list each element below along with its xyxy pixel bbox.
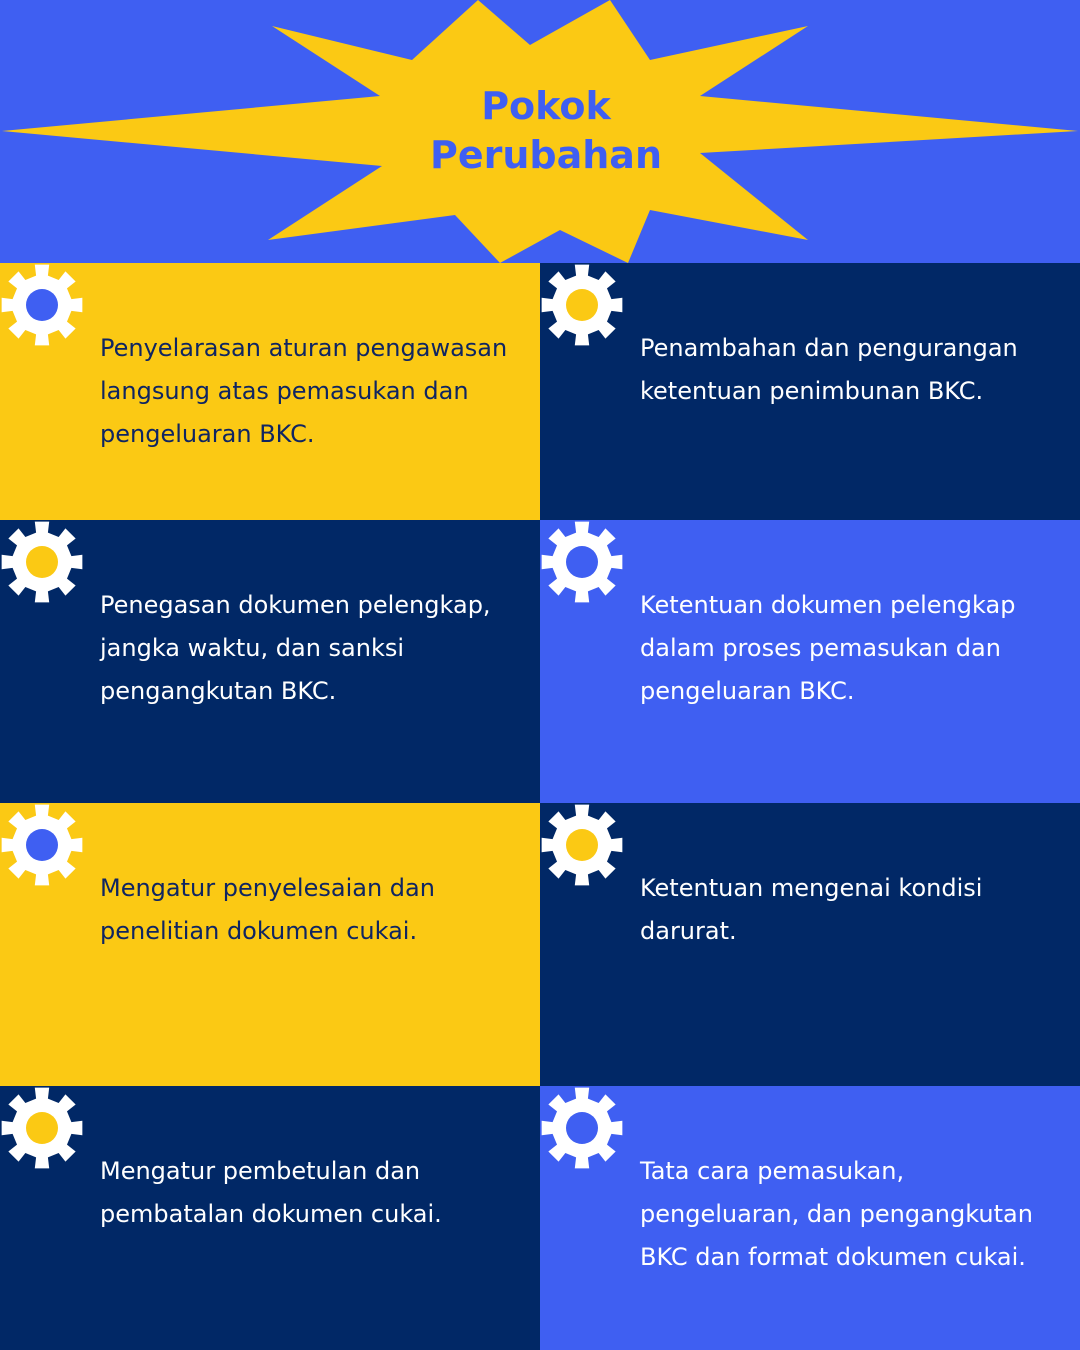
item-text: Ketentuan dokumen pelengkap dalam proses pemasukan dan pengeluaran BKC. <box>640 591 1016 705</box>
gear-center <box>26 289 58 321</box>
title-line-2: Perubahan <box>429 133 662 177</box>
gear-center <box>26 1112 58 1144</box>
gear-center <box>566 1112 598 1144</box>
gear-icon <box>0 520 84 604</box>
item-card-7 <box>0 1086 540 1350</box>
gear-icon <box>0 263 84 347</box>
gear-icon <box>0 1086 84 1170</box>
page-title <box>0 82 1080 180</box>
item-text: Tata cara pemasukan, pengeluaran, dan pengangkutan BKC dan format dokumen cukai. <box>640 1157 1033 1271</box>
gear-center <box>26 546 58 578</box>
item-card-4 <box>540 520 1080 803</box>
gear-icon <box>0 803 84 887</box>
item-card-6 <box>540 803 1080 1086</box>
item-card-2 <box>540 263 1080 520</box>
item-text: Mengatur pembetulan dan pembatalan dokumen cukai. <box>100 1157 442 1228</box>
gear-center <box>566 829 598 861</box>
item-text: Penegasan dokumen pelengkap, jangka waktu, dan sanksi pengangkutan BKC. <box>100 591 491 705</box>
header-banner <box>0 0 1080 263</box>
item-text: Mengatur penyelesaian dan penelitian dokumen cukai. <box>100 874 435 945</box>
item-card-5 <box>0 803 540 1086</box>
gear-icon <box>540 263 624 347</box>
item-text: Penyelarasan aturan pengawasan langsung atas pemasukan dan pengeluaran BKC. <box>100 334 508 448</box>
item-card-3 <box>0 520 540 803</box>
gear-center <box>26 829 58 861</box>
title-line-1: Pokok <box>481 84 611 128</box>
gear-icon <box>540 803 624 887</box>
gear-icon <box>540 520 624 604</box>
item-text: Ketentuan mengenai kondisi darurat. <box>640 874 983 945</box>
item-text: Penambahan dan pengurangan ketentuan penimbunan BKC. <box>640 334 1018 405</box>
item-card-1 <box>0 263 540 520</box>
gear-icon <box>540 1086 624 1170</box>
gear-center <box>566 546 598 578</box>
gear-center <box>566 289 598 321</box>
item-card-8 <box>540 1086 1080 1350</box>
